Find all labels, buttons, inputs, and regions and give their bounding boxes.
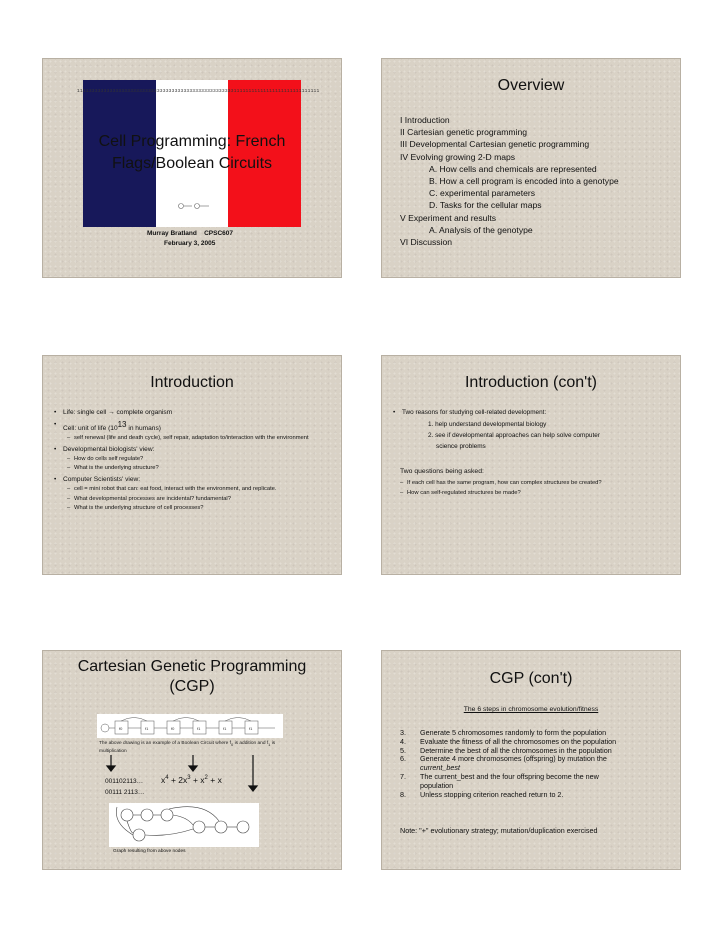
bullet: • Cell: unit of life ($10^{13}$ in humans) [49, 420, 329, 433]
step-row: current_best [420, 763, 460, 773]
node-label: f1 [249, 726, 253, 731]
sub-bullet: – If each cell has the same program, how can complex structures be created? [382, 480, 672, 488]
slide-title: Introduction [150, 374, 234, 391]
step-row: 8. Unless stopping criterion reached return to 2. [400, 789, 564, 799]
overview-item: VI Discussion [400, 237, 453, 248]
overview-subitem: A. How cells and chemicals are represented [429, 163, 597, 174]
step-row: 5. Determine the best of all the chromosomes in the population [400, 745, 612, 755]
overview-subitem: D. Tasks for the cellular maps [429, 200, 542, 211]
overview-subitem: C. experimental parameters [429, 188, 536, 199]
sub-bullet: – self renewal (life and death cycle), self repair, adaptation to/interaction with the environment [49, 435, 329, 443]
author-line [147, 230, 233, 238]
genotype-block [105, 776, 144, 798]
questions-heading: Two questions being asked: [400, 468, 484, 475]
circuit-caption: The above drawing is an example of a Boolean Circuit where $f_0$ is addition and $f_1$ is multiplication [99, 741, 276, 754]
steps-subtitle: The 6 steps in chromosome evolution/fitness [463, 706, 599, 713]
genotype: 00111 2113… [105, 789, 145, 796]
node-label: f0 [119, 726, 123, 731]
sub-bullet: – How do cells self regulate? [49, 456, 329, 464]
slide-cgp [42, 650, 342, 870]
title-line2: (CGP) [169, 678, 215, 695]
bullet: • Two reasons for studying cell-related development: [388, 408, 668, 417]
node-label: f1 [145, 726, 149, 731]
boolean-circuit-diagram [97, 714, 283, 738]
overview-item: IV Evolving growing 2-D maps [400, 151, 516, 162]
slide-title: Introduction (con't) [464, 374, 597, 391]
reason-item-cont: science problems [436, 443, 486, 450]
overview-item: III Developmental Cartesian genetic programming [400, 139, 590, 150]
node-label: f0 [171, 726, 175, 731]
course-code: CPSC607 [204, 230, 233, 237]
slide-overview [381, 58, 681, 278]
slide-introduction-cont [381, 355, 681, 575]
steps-list [400, 729, 670, 799]
overview-item: II Cartesian genetic programming [400, 127, 528, 138]
cover-title-line2: Flags/Boolean Circuits [111, 155, 273, 172]
reason-item: 2. see if developmental approaches can help solve computer [428, 432, 600, 439]
presentation-date: February 3, 2005 [164, 240, 216, 247]
bullet: • Developmental biologists' view: [49, 445, 329, 454]
binary-string: 1111333333333333333333333333333333333333333333333333311111111111111111111111111111 [77, 89, 320, 94]
node-label: f1 [223, 726, 227, 731]
step-row: 6. Generate 4 more chromosomes (offspring) by mutation the [400, 754, 607, 764]
questions-list [382, 478, 672, 497]
overview-subitem: A. Analysis of the genotype [429, 224, 533, 235]
author-name: Murray Bratland [147, 230, 197, 237]
node-label: f1 [197, 726, 201, 731]
sub-bullet: – What is the underlying structure? [49, 465, 329, 473]
graph-caption: Graph resulting from above nodes [113, 849, 186, 854]
slide-cover [42, 58, 342, 278]
sub-bullet: – cell = mini robot that can: eat food, interact with the environment, and replicate. [49, 486, 329, 494]
slide-title [43, 657, 341, 697]
genotype: 001102113… [105, 778, 144, 785]
bullet: • Computer Scientists' view: [49, 475, 329, 484]
step-row: population [420, 780, 454, 790]
mini-circuit-icon [175, 199, 215, 213]
title-line1: Cartesian Genetic Programming [77, 658, 307, 675]
resulting-graph-diagram [109, 803, 259, 847]
reasons-list [428, 419, 600, 452]
slide-title: Overview [497, 77, 565, 94]
step-row: 4. Evaluate the fitness of all the chromosomes on the population [400, 736, 617, 746]
step-row: 3. Generate 5 chromosomes randomly to form the population [400, 728, 607, 737]
sub-bullet: – What is the underlying structure of cell processes? [49, 505, 329, 513]
step-row: 7. The current_best and the four offspring become the new [400, 771, 599, 781]
slide-cgp-cont [381, 650, 681, 870]
bullet: • Life: single cell → complete organism [49, 408, 329, 417]
formula: $x^4 + 2x^3 + x^2 + x$ [161, 775, 222, 785]
sub-bullet: – What developmental processes are incidental? fundamental? [49, 496, 329, 504]
bullet-list [388, 406, 668, 417]
cover-title-line1: Cell Programming: French [98, 133, 286, 150]
overview-subitem: B. How a cell program is encoded into a genotype [429, 176, 619, 187]
bullet-list [49, 406, 329, 513]
slide-introduction [42, 355, 342, 575]
overview-item: V Experiment and results [400, 212, 497, 223]
overview-list [400, 114, 619, 248]
slide-title: CGP (con't) [489, 670, 573, 687]
reason-item: 1. help understand developmental biology [428, 421, 547, 428]
overview-item: I Introduction [400, 115, 450, 125]
note: Note: "+" evolutionary strategy; mutation/duplication exercised [400, 826, 598, 835]
sub-bullet: – How can self-regulated structures be made? [382, 490, 672, 498]
